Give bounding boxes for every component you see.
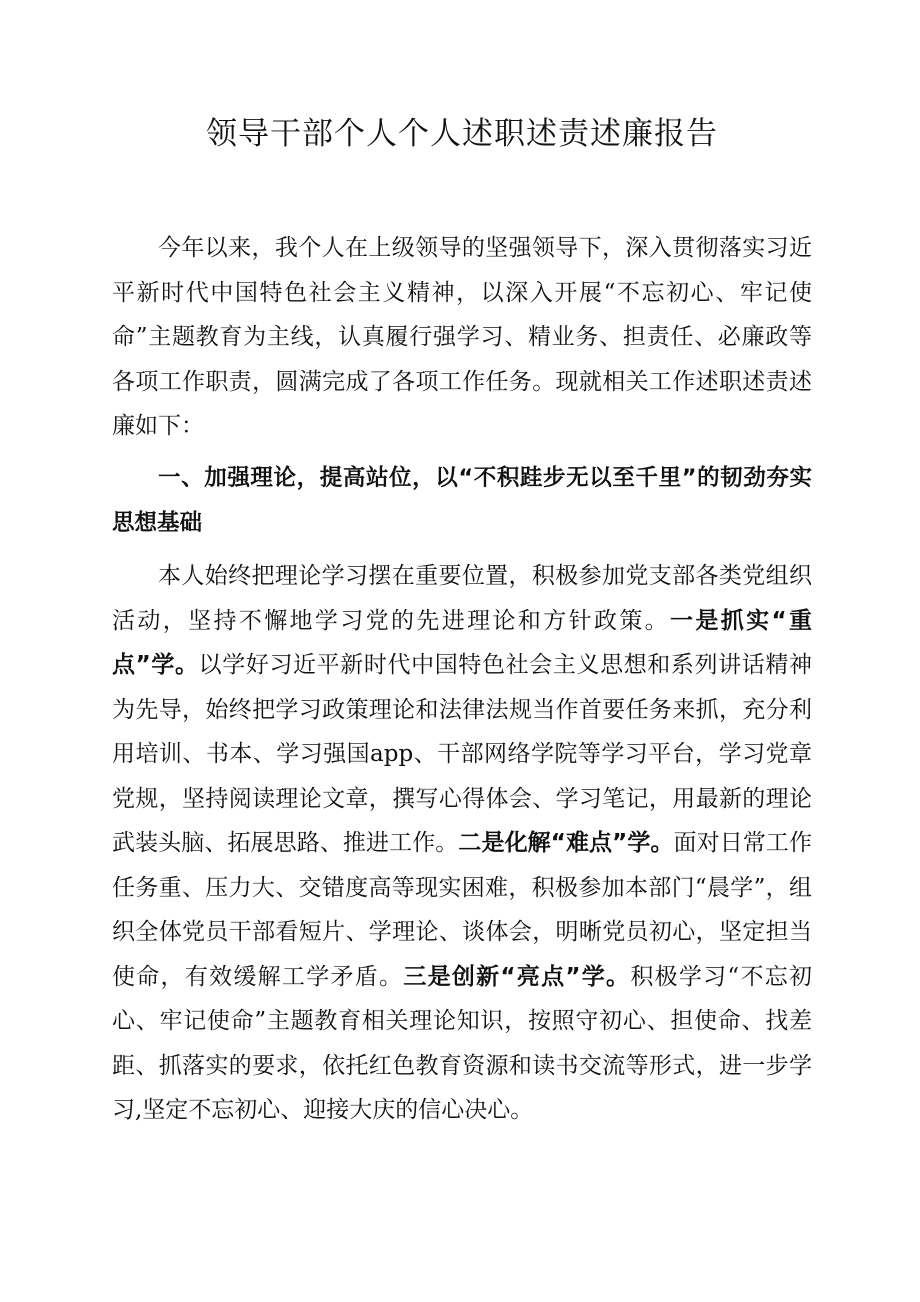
intro-paragraph: 今年以来，我个人在上级领导的坚强领导下，深入贯彻落实习近平新时代中国特色社会主义精神，以深入开展“不忘初心、牢记使命”主题教育为主线，认真履行强学习、精业务、担责任、必廉政等各项工作职责，圆满完成了各项工作任务。现就相关工作述职述责述廉如下：	[112, 235, 812, 439]
section-1-body	[112, 554, 812, 1133]
point-3-text: 积极学习“不忘初心、牢记使命”主题教育相关理论知识，按照守初心、担使命、找差距、抓落实的要求，依托红色教育资源和读书交流等形式，进一步学习,坚定不忘初心、迎接大庆的信心决心。	[112, 963, 813, 1123]
point-2-label: 二是化解“难点”学。	[458, 830, 674, 856]
section-1-heading: 一、加强理论，提高站位，以“不积跬步无以至千里”的韧劲夯实思想基础	[112, 465, 812, 536]
section-1-lead: 本人始终把理论学习摆在重要位置，积极参加党支部各类党组织活动，坚持不懈地学习党的先进理论和方针政策。	[112, 563, 812, 634]
point-2-text: 面对日常工作任务重、压力大、交错度高等现实困难，积极参加本部门“晨学”，组织全体党员干部看短片、学理论、谈体会，明晰党员初心，坚定担当使命，有效缓解工学矛盾。	[112, 830, 813, 990]
document-title: 领导干部个人个人述职述责述廉报告	[206, 116, 718, 152]
point-1-label: 一是抓实“重点”学。	[112, 607, 812, 678]
point-3-label: 三是创新“亮点”学。	[403, 963, 631, 990]
point-1-text: 以学好习近平新时代中国特色社会主义思想和系列讲话精神为先导，始终把学习政策理论和法律法规当作首要任务来抓，充分利用培训、书本、学习强国app、干部网络学院等学习平台，学习党章党规，坚持阅读理论文章，撰写心得体会、学习笔记，用最新的理论武装头脑、拓展思路、推进工作。	[112, 652, 813, 856]
